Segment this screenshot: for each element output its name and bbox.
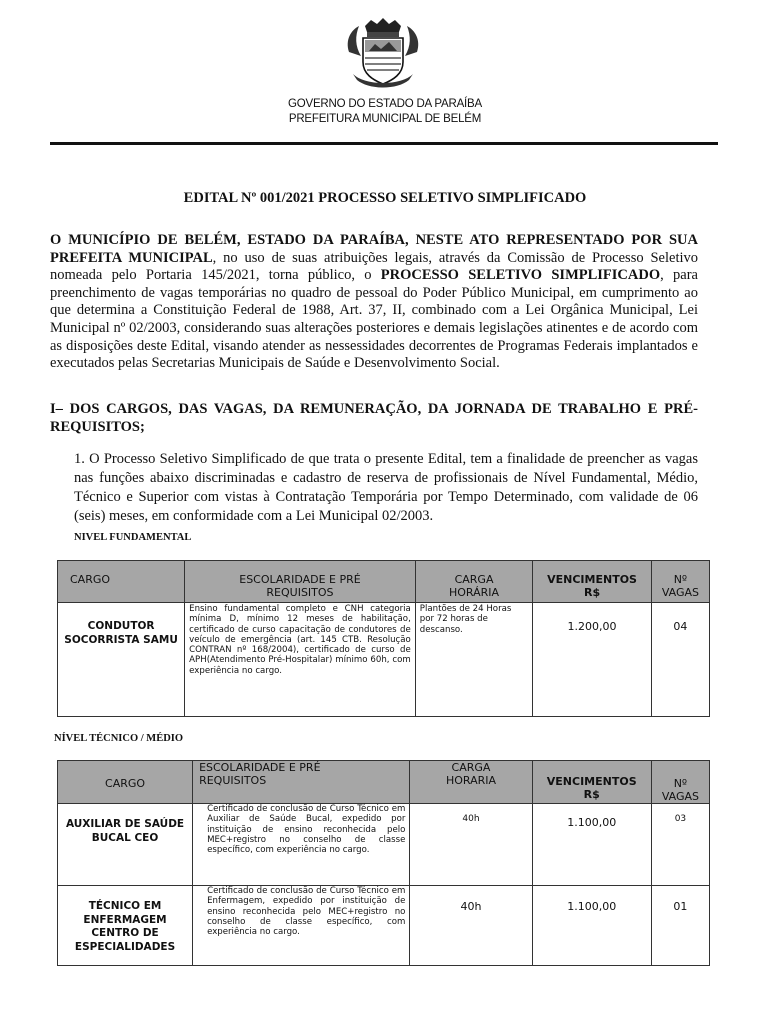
vencimentos-cell: 1.100,00 [532, 804, 651, 886]
header-vagas: Nº VAGAS [651, 561, 709, 603]
tecnico-table [57, 760, 710, 966]
intro-bold-mid: PROCESSO SELETIVO SIMPLIFICADO [380, 267, 661, 284]
coat-of-arms-logo [343, 18, 423, 90]
intro-paragraph [50, 232, 698, 373]
carga-cell: Plantões de 24 Horas por 72 horas de descanso. [415, 603, 532, 717]
table-header-row [58, 761, 710, 804]
cargo-cell: CONDUTOR SOCORRISTA SAMU [58, 603, 185, 717]
cargo-cell: TÉCNICO EM ENFERMAGEM CENTRO DE ESPECIALIDADES [58, 886, 193, 966]
vencimentos-cell: 1.200,00 [533, 603, 652, 717]
cargo-cell: AUXILIAR DE SAÚDE BUCAL CEO [58, 804, 193, 886]
escolaridade-cell: Certificado de conclusão de Curso Técnico em Enfermagem, expedido por instituição de ensino reconhecida pelo MEC+registro no conselho de classe específico, com experiência no cargo. [193, 886, 410, 966]
table-header-row [58, 561, 710, 603]
carga-cell: 40h [410, 886, 532, 966]
item-1-paragraph: 1. O Processo Seletivo Simplificado de que trata o presente Edital, tem a finalidade de preencher as vagas nas funções abaixo discriminadas e cadastro de reserva de profissionais de Nível Fundamental, Médio, Técnico e Superior com vistas à Contratação Temporária por Tempo Determinado, com validade de 06 (seis) meses, em conformidade com a Lei Municipal 02/2003. [74, 451, 698, 524]
header-vencimentos: VENCIMENTOS R$ [533, 561, 652, 603]
document-title: EDITAL Nº 001/2021 PROCESSO SELETIVO SIMPLIFICADO [183, 190, 587, 206]
fundamental-table [57, 560, 710, 717]
intro-text-b: , para preenchimento de vagas temporárias no quadro de pessoal do Poder Público Municipal, em cumprimento ao que determina a Constituição Federal de 1988, Art. 37, II, combinado com a Lei Orgânica Municipal, Lei Municipal nº 02/2003, considerando suas alterações posteriores e demais legislações atinentes e de acordo com as disposições deste Edital, visando atender as nessessidades decorrentes de Programas Federais implantados e executados pelas Secretarias Municipais de Saúde e Desenvolvimento Social. [50, 267, 698, 372]
header-vencimentos: VENCIMENTOS R$ [532, 761, 651, 804]
carga-cell: 40h [410, 804, 532, 886]
table-row [58, 886, 710, 966]
section-heading: I– DOS CARGOS, DAS VAGAS, DA REMUNERAÇÃO, DA JORNADA DE TRABALHO E PRÉ-REQUISITOS; [50, 401, 698, 435]
vagas-cell: 03 [651, 804, 709, 886]
level-tecnico-label: NÍVEL TÉCNICO / MÉDIO [54, 733, 184, 744]
intro-text-a: , no uso de suas atribuições legais, através da Comissão de Processo Seletivo nomeada pelo Portaria 145/2021, torna público, o [50, 249, 699, 284]
level-fundamental-label: NIVEL FUNDAMENTAL [74, 532, 192, 543]
header-escolaridade: ESCOLARIDADE E PRÉ REQUISITOS [193, 761, 410, 804]
header-vagas: Nº VAGAS [651, 761, 709, 804]
table-row [58, 603, 710, 717]
escolaridade-cell: Certificado de conclusão de Curso Técnico em Auxiliar de Saúde Bucal, expedido por instituição de ensino reconhecida pelo MEC+registro no conselho de classe específico, com experiência no cargo. [193, 804, 410, 886]
municipality-heading: PREFEITURA MUNICIPAL DE BELÉM [288, 113, 482, 125]
vagas-cell: 04 [651, 603, 709, 717]
vagas-cell: 01 [651, 886, 709, 966]
table-row [58, 804, 710, 886]
header-carga: CARGA HORARIA [410, 761, 532, 804]
header-escolaridade: ESCOLARIDADE E PRÉ REQUISITOS [185, 561, 416, 603]
header-cargo: CARGO [58, 761, 193, 804]
vencimentos-cell: 1.100,00 [532, 886, 651, 966]
header-carga: CARGA HORÁRIA [415, 561, 532, 603]
header-divider [50, 142, 718, 145]
escolaridade-cell: Ensino fundamental completo e CNH categoria mínima D, mínimo 12 meses de habilitação, certificado de curso capacitação de condutores de veículo de emergência (art. 145 CTB. Resolução CONTRAN nº 168/2004), certificado de curso de APH(Atendimento Pré-Hospitalar) mínimo 60h, com experiência no cargo. [185, 603, 416, 717]
intro-bold-lead: O MUNICÍPIO DE BELÉM, ESTADO DA PARAÍBA, NESTE ATO REPRESENTADO POR SUA PREFEITA MUNICIPAL [50, 232, 698, 266]
header-cargo: CARGO [58, 561, 185, 603]
state-government-heading: GOVERNO DO ESTADO DA PARAÍBA [288, 98, 482, 110]
